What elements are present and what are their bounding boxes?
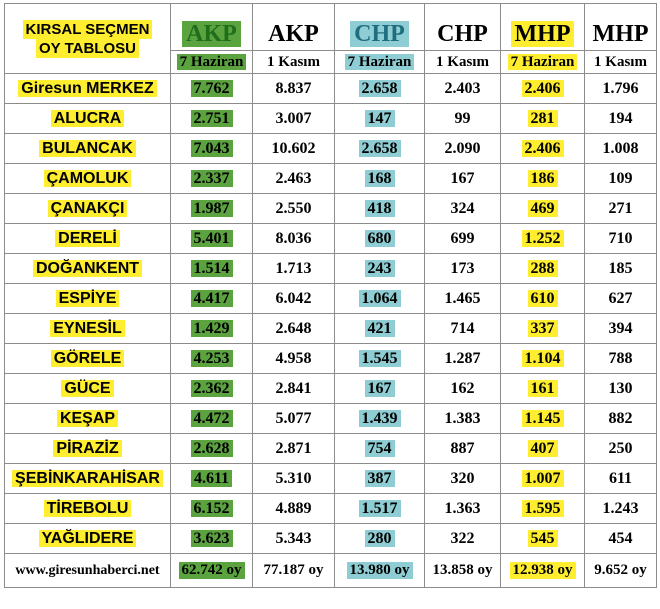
table-row <box>5 524 657 554</box>
vote-value: 4.958 <box>275 349 312 367</box>
vote-cell <box>501 74 585 104</box>
vote-cell <box>335 254 425 284</box>
vote-cell <box>253 524 335 554</box>
vote-value: 99 <box>454 109 471 127</box>
vote-value: 1.243 <box>602 499 639 517</box>
vote-value: 5.310 <box>275 469 312 487</box>
header-date-akp-june: 7 Haziran <box>171 51 253 74</box>
district-name: DOĞANKENT <box>33 260 142 278</box>
vote-cell <box>171 164 253 194</box>
table-row <box>5 134 657 164</box>
district-name: Giresun MERKEZ <box>18 80 156 98</box>
vote-cell <box>585 434 657 464</box>
vote-value: 1.064 <box>359 290 401 308</box>
vote-value: 1.439 <box>359 410 401 428</box>
vote-value: 754 <box>365 440 395 458</box>
vote-cell <box>501 224 585 254</box>
vote-value: 130 <box>608 379 633 397</box>
vote-cell <box>501 344 585 374</box>
vote-value: 5.077 <box>275 409 312 427</box>
vote-cell <box>335 164 425 194</box>
district-name: ÇANAKÇI <box>48 200 128 218</box>
vote-value: 699 <box>450 229 475 247</box>
vote-cell <box>335 74 425 104</box>
vote-cell <box>425 134 501 164</box>
vote-cell <box>585 284 657 314</box>
vote-cell <box>425 374 501 404</box>
vote-value: 2.871 <box>275 439 312 457</box>
total-value: 12.938 oy <box>510 562 576 579</box>
total-value: 13.980 oy <box>347 562 413 579</box>
vote-value: 545 <box>528 530 558 548</box>
vote-value: 8.036 <box>275 229 312 247</box>
district-name: GÖRELE <box>51 350 125 368</box>
district-name-cell <box>5 434 171 464</box>
vote-value: 10.602 <box>271 139 316 157</box>
district-name-cell <box>5 464 171 494</box>
table-row <box>5 164 657 194</box>
district-name-cell <box>5 284 171 314</box>
district-name: GÜCE <box>61 380 113 398</box>
vote-cell <box>171 314 253 344</box>
vote-cell <box>171 134 253 164</box>
table-row <box>5 464 657 494</box>
vote-value: 2.406 <box>522 140 564 158</box>
vote-cell <box>585 254 657 284</box>
table-row <box>5 314 657 344</box>
vote-value: 1.104 <box>522 350 564 368</box>
header-date-akp-nov: 1 Kasım <box>253 51 335 74</box>
vote-value: 4.472 <box>191 410 233 428</box>
table-row <box>5 404 657 434</box>
vote-value: 168 <box>365 170 395 188</box>
district-name: PİRAZİZ <box>53 440 121 458</box>
vote-value: 1.429 <box>191 320 233 338</box>
vote-value: 2.648 <box>275 319 312 337</box>
vote-cell <box>585 494 657 524</box>
vote-cell <box>501 314 585 344</box>
district-name: ESPİYE <box>56 290 120 308</box>
vote-cell <box>253 194 335 224</box>
vote-cell <box>425 494 501 524</box>
vote-value: 1.363 <box>444 499 481 517</box>
district-name-cell <box>5 254 171 284</box>
district-name-cell <box>5 314 171 344</box>
vote-value: 680 <box>365 230 395 248</box>
website-cell <box>5 554 171 588</box>
vote-cell <box>585 194 657 224</box>
vote-cell <box>425 164 501 194</box>
vote-cell <box>171 284 253 314</box>
vote-cell <box>335 404 425 434</box>
header-party-chp-nov: CHP <box>425 4 501 51</box>
total-value: 13.858 oy <box>432 562 493 578</box>
vote-cell <box>253 494 335 524</box>
vote-cell <box>253 374 335 404</box>
table-row <box>5 284 657 314</box>
vote-value: 407 <box>528 440 558 458</box>
district-name-cell <box>5 344 171 374</box>
total-cell <box>585 554 657 588</box>
vote-value: 8.837 <box>275 79 312 97</box>
table-row <box>5 254 657 284</box>
vote-cell <box>171 104 253 134</box>
vote-value: 1.595 <box>522 500 564 518</box>
vote-cell <box>335 374 425 404</box>
total-cell <box>335 554 425 588</box>
vote-cell <box>335 314 425 344</box>
header-date-mhp-nov: 1 Kasım <box>585 51 657 74</box>
table-title-line2: OY TABLOSU <box>36 39 139 58</box>
vote-value: 3.007 <box>275 109 312 127</box>
vote-value: 627 <box>608 289 633 307</box>
table-row <box>5 194 657 224</box>
vote-value: 320 <box>450 469 475 487</box>
table-title-line1: KIRSAL SEÇMEN <box>23 20 153 39</box>
vote-cell <box>425 434 501 464</box>
vote-value: 243 <box>365 260 395 278</box>
vote-cell <box>501 374 585 404</box>
vote-table-container <box>4 3 656 605</box>
total-cell <box>171 554 253 588</box>
district-name: ŞEBİNKARAHİSAR <box>12 470 163 488</box>
vote-value: 714 <box>450 319 475 337</box>
vote-value: 882 <box>608 409 633 427</box>
district-name-cell <box>5 74 171 104</box>
vote-cell <box>171 434 253 464</box>
vote-cell <box>253 404 335 434</box>
vote-value: 394 <box>608 319 633 337</box>
vote-value: 887 <box>450 439 475 457</box>
vote-value: 167 <box>365 380 395 398</box>
vote-cell <box>425 104 501 134</box>
vote-value: 186 <box>528 170 558 188</box>
vote-value: 281 <box>528 110 558 128</box>
header-party-chp-june: CHP <box>335 4 425 51</box>
vote-value: 611 <box>608 469 633 487</box>
vote-cell <box>171 254 253 284</box>
vote-cell <box>501 524 585 554</box>
header-date-chp-nov: 1 Kasım <box>425 51 501 74</box>
district-name-cell <box>5 224 171 254</box>
vote-cell <box>425 284 501 314</box>
district-name-cell <box>5 494 171 524</box>
vote-value: 5.343 <box>275 529 312 547</box>
district-name: DERELİ <box>55 230 120 248</box>
total-cell <box>425 554 501 588</box>
vote-cell <box>171 404 253 434</box>
vote-cell <box>585 464 657 494</box>
vote-cell <box>171 194 253 224</box>
vote-value: 2.463 <box>275 169 312 187</box>
header-party-akp-nov: AKP <box>253 4 335 51</box>
district-name-cell <box>5 164 171 194</box>
vote-value: 2.337 <box>191 170 233 188</box>
vote-value: 1.252 <box>522 230 564 248</box>
vote-value: 250 <box>608 439 633 457</box>
vote-cell <box>585 374 657 404</box>
vote-value: 147 <box>365 110 395 128</box>
vote-value: 454 <box>608 529 633 547</box>
table-row <box>5 74 657 104</box>
vote-value: 1.007 <box>522 470 564 488</box>
vote-cell <box>501 134 585 164</box>
total-cell <box>501 554 585 588</box>
vote-value: 7.043 <box>191 140 233 158</box>
vote-value: 2.841 <box>275 379 312 397</box>
vote-value: 4.611 <box>191 470 232 488</box>
vote-cell <box>501 404 585 434</box>
vote-value: 2.628 <box>191 440 233 458</box>
vote-cell <box>253 74 335 104</box>
vote-cell <box>253 434 335 464</box>
district-name: KEŞAP <box>57 410 118 428</box>
vote-cell <box>335 464 425 494</box>
vote-value: 2.658 <box>359 140 401 158</box>
vote-value: 2.090 <box>444 139 481 157</box>
vote-value: 1.145 <box>522 410 564 428</box>
vote-value: 185 <box>608 259 633 277</box>
vote-value: 271 <box>608 199 633 217</box>
vote-value: 4.889 <box>275 499 312 517</box>
district-name: ÇAMOLUK <box>44 170 132 188</box>
vote-value: 1.545 <box>359 350 401 368</box>
vote-cell <box>425 344 501 374</box>
vote-cell <box>335 134 425 164</box>
vote-value: 387 <box>365 470 395 488</box>
website-text: www.giresunhaberci.net <box>15 562 160 578</box>
vote-cell <box>335 434 425 464</box>
vote-cell <box>425 464 501 494</box>
vote-value: 280 <box>365 530 395 548</box>
table-row <box>5 104 657 134</box>
vote-cell <box>585 314 657 344</box>
vote-value: 469 <box>528 200 558 218</box>
vote-cell <box>335 104 425 134</box>
vote-value: 1.796 <box>602 79 639 97</box>
vote-value: 2.362 <box>191 380 233 398</box>
vote-value: 2.658 <box>359 80 401 98</box>
vote-value: 1.987 <box>191 200 233 218</box>
vote-cell <box>335 524 425 554</box>
vote-cell <box>171 494 253 524</box>
district-name: ALUCRA <box>51 110 125 128</box>
vote-cell <box>253 104 335 134</box>
vote-cell <box>253 314 335 344</box>
vote-cell <box>335 224 425 254</box>
table-row <box>5 344 657 374</box>
vote-value: 1.514 <box>191 260 233 278</box>
district-name-cell <box>5 194 171 224</box>
vote-cell <box>335 494 425 524</box>
vote-value: 1.008 <box>602 139 639 157</box>
vote-cell <box>585 404 657 434</box>
vote-cell <box>501 434 585 464</box>
vote-cell <box>501 194 585 224</box>
total-value: 77.187 oy <box>263 562 324 578</box>
vote-cell <box>253 344 335 374</box>
vote-cell <box>253 464 335 494</box>
district-name: YAĞLIDERE <box>39 530 137 548</box>
vote-cell <box>501 104 585 134</box>
vote-value: 4.253 <box>191 350 233 368</box>
district-name: EYNESİL <box>50 320 124 338</box>
vote-cell <box>425 224 501 254</box>
vote-value: 1.713 <box>275 259 312 277</box>
vote-value: 4.417 <box>191 290 233 308</box>
district-name: BULANCAK <box>39 140 136 158</box>
vote-cell <box>425 524 501 554</box>
vote-cell <box>501 464 585 494</box>
vote-value: 710 <box>608 229 633 247</box>
vote-value: 2.406 <box>522 80 564 98</box>
vote-cell <box>501 164 585 194</box>
vote-value: 322 <box>450 529 475 547</box>
vote-value: 288 <box>528 260 558 278</box>
district-name-cell <box>5 134 171 164</box>
vote-cell <box>425 404 501 434</box>
vote-value: 337 <box>528 320 558 338</box>
vote-value: 788 <box>608 349 633 367</box>
vote-cell <box>585 224 657 254</box>
vote-value: 2.403 <box>444 79 481 97</box>
vote-cell <box>171 224 253 254</box>
vote-cell <box>585 74 657 104</box>
vote-value: 7.762 <box>191 80 233 98</box>
table-title <box>5 4 171 74</box>
district-name-cell <box>5 524 171 554</box>
vote-value: 167 <box>450 169 475 187</box>
vote-cell <box>585 164 657 194</box>
vote-value: 194 <box>608 109 633 127</box>
vote-cell <box>585 344 657 374</box>
rural-vote-table <box>4 3 657 588</box>
vote-cell <box>585 524 657 554</box>
total-value: 62.742 oy <box>179 562 245 579</box>
table-row <box>5 224 657 254</box>
vote-cell <box>425 74 501 104</box>
vote-value: 6.152 <box>191 500 233 518</box>
vote-cell <box>501 494 585 524</box>
vote-cell <box>253 284 335 314</box>
header-party-mhp-june: MHP <box>501 4 585 51</box>
vote-cell <box>171 74 253 104</box>
vote-cell <box>585 134 657 164</box>
vote-cell <box>425 194 501 224</box>
vote-cell <box>335 194 425 224</box>
vote-value: 3.623 <box>191 530 233 548</box>
vote-value: 1.383 <box>444 409 481 427</box>
vote-cell <box>171 374 253 404</box>
vote-value: 2.550 <box>275 199 312 217</box>
header-date-chp-june: 7 Haziran <box>335 51 425 74</box>
table-row <box>5 434 657 464</box>
vote-cell <box>253 254 335 284</box>
district-name-cell <box>5 104 171 134</box>
vote-cell <box>425 314 501 344</box>
vote-value: 1.287 <box>444 349 481 367</box>
table-row <box>5 494 657 524</box>
header-party-mhp-nov: MHP <box>585 4 657 51</box>
vote-value: 161 <box>528 380 558 398</box>
vote-value: 5.401 <box>191 230 233 248</box>
header-date-mhp-june: 7 Haziran <box>501 51 585 74</box>
table-row <box>5 374 657 404</box>
vote-value: 421 <box>365 320 395 338</box>
vote-cell <box>501 254 585 284</box>
vote-value: 162 <box>450 379 475 397</box>
vote-value: 324 <box>450 199 475 217</box>
vote-cell <box>171 524 253 554</box>
vote-value: 610 <box>528 290 558 308</box>
vote-cell <box>425 254 501 284</box>
vote-value: 1.517 <box>359 500 401 518</box>
vote-value: 173 <box>450 259 475 277</box>
vote-value: 6.042 <box>275 289 312 307</box>
vote-cell <box>253 224 335 254</box>
header-party-akp-june: AKP <box>171 4 253 51</box>
district-name: TİREBOLU <box>44 500 132 518</box>
vote-cell <box>253 164 335 194</box>
district-name-cell <box>5 404 171 434</box>
total-cell <box>253 554 335 588</box>
vote-value: 109 <box>608 169 633 187</box>
vote-value: 418 <box>365 200 395 218</box>
vote-cell <box>335 344 425 374</box>
vote-cell <box>585 104 657 134</box>
vote-value: 2.751 <box>191 110 233 128</box>
vote-cell <box>171 464 253 494</box>
vote-cell <box>335 284 425 314</box>
vote-cell <box>501 284 585 314</box>
vote-cell <box>253 134 335 164</box>
totals-row <box>5 554 657 588</box>
vote-cell <box>171 344 253 374</box>
vote-value: 1.465 <box>444 289 481 307</box>
total-value: 9.652 oy <box>594 562 647 578</box>
district-name-cell <box>5 374 171 404</box>
